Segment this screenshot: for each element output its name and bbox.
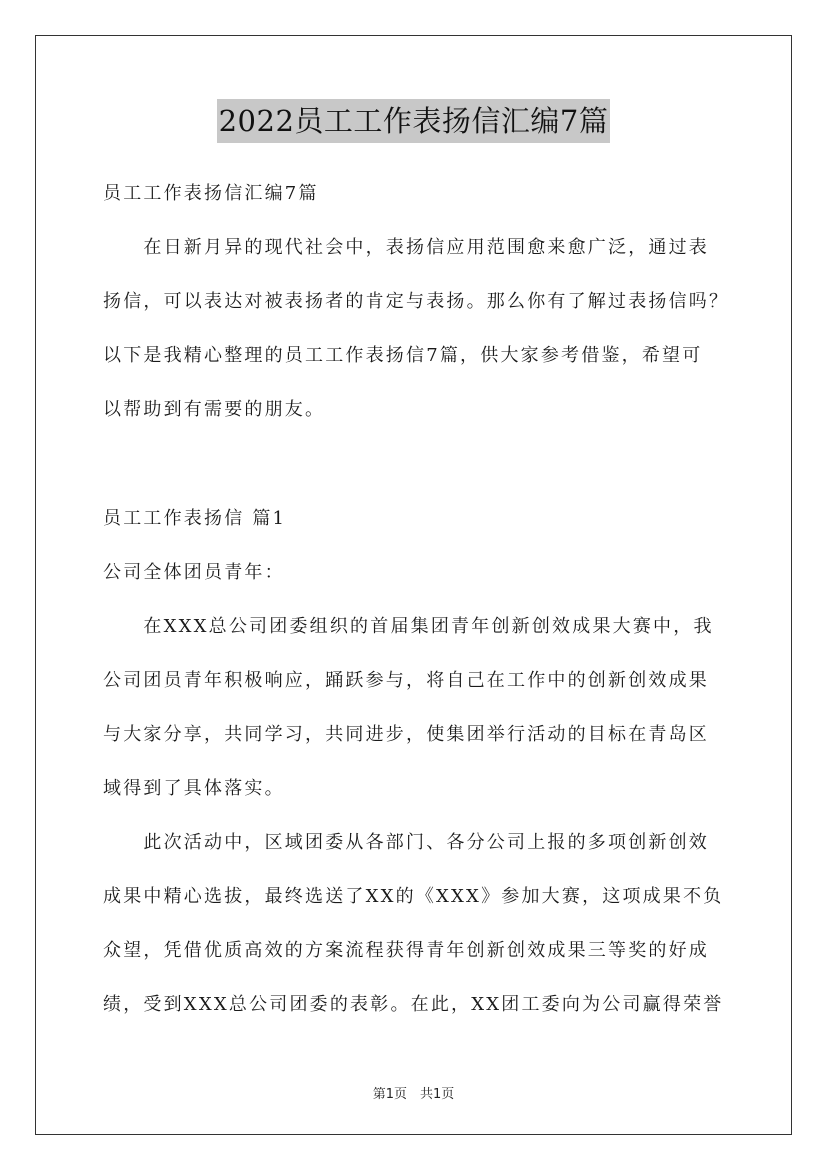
page-number-label: 第1页 共1页 bbox=[372, 1087, 455, 1102]
paragraph-line: 与大家分享，共同学习，共同进步，使集团举行活动的目标在青岛区 bbox=[103, 724, 709, 745]
paragraph-line: 众望，凭借优质高效的方案流程获得青年创新创效成果三等奖的好成 bbox=[103, 940, 709, 961]
intro-line: 扬信，可以表达对被表扬者的肯定与表扬。那么你有了解过表扬信吗？ bbox=[103, 291, 730, 312]
paragraph-line: 公司团员青年积极响应，踊跃参与，将自己在工作中的创新创效成果 bbox=[103, 670, 709, 691]
paragraph-line: 此次活动中，区域团委从各部门、各分公司上报的多项创新创效 bbox=[103, 832, 709, 853]
salutation: 公司全体团员青年： bbox=[103, 562, 285, 583]
intro-line: 以帮助到有需要的朋友。 bbox=[103, 399, 326, 420]
intro-line: 在日新月异的现代社会中，表扬信应用范围愈来愈广泛，通过表 bbox=[103, 237, 709, 258]
section-heading: 员工工作表扬信 篇1 bbox=[103, 508, 287, 529]
document-title: 2022员工工作表扬信汇编7篇 bbox=[217, 99, 611, 143]
document-subtitle: 员工工作表扬信汇编7篇 bbox=[103, 183, 319, 204]
intro-line: 以下是我精心整理的员工工作表扬信7篇，供大家参考借鉴，希望可 bbox=[103, 345, 703, 366]
paragraph-line: 成果中精心选拔，最终选送了XX的《XXX》参加大赛，这项成果不负 bbox=[103, 886, 724, 907]
page-footer bbox=[0, 1083, 827, 1102]
paragraph-line: 绩，受到XXX总公司团委的表彰。在此，XX团工委向为公司赢得荣誉 bbox=[103, 994, 724, 1015]
paragraph-line: 在XXX总公司团委组织的首届集团青年创新创效成果大赛中，我 bbox=[103, 616, 714, 637]
title-area bbox=[0, 99, 827, 143]
paragraph-line: 域得到了具体落实。 bbox=[103, 778, 285, 799]
